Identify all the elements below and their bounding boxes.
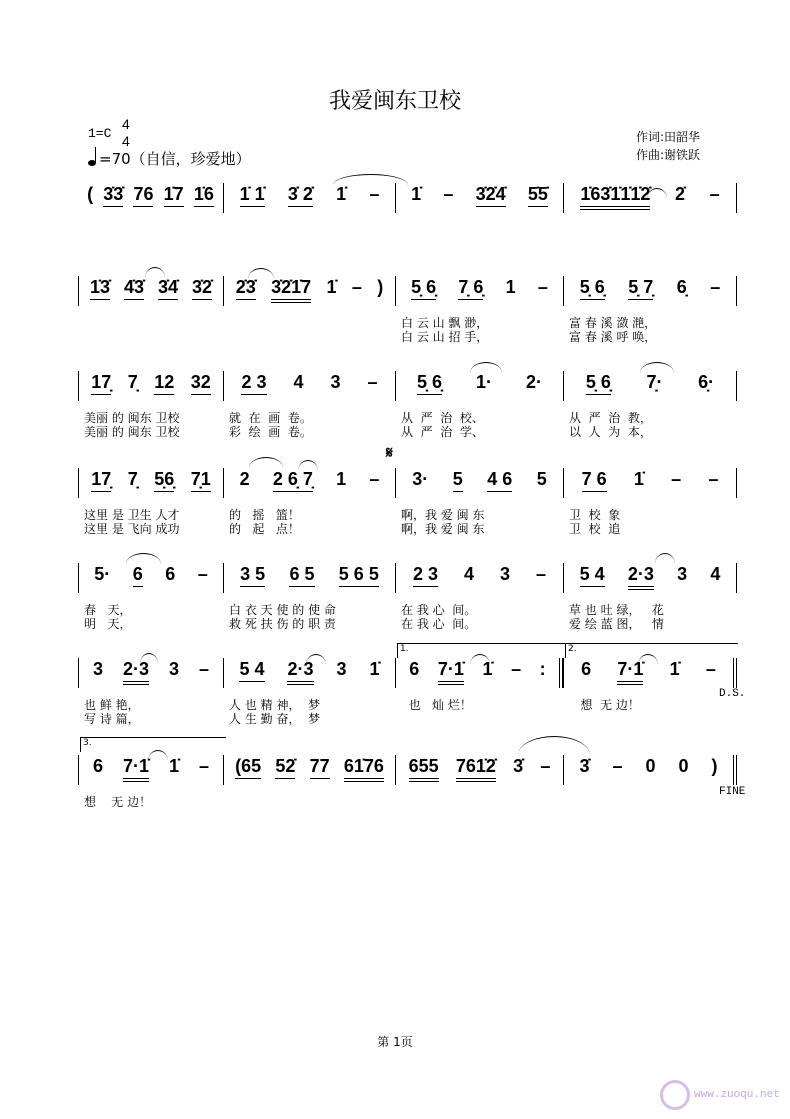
lyric-segment [395, 795, 563, 809]
lyrics-line [78, 795, 737, 809]
note-group: 4 [293, 372, 304, 392]
note-group: – [540, 756, 551, 776]
note-group: 77 [310, 755, 330, 779]
note-group: 4̇3̇ [124, 276, 144, 300]
ds-mark: D.S. [719, 688, 746, 700]
lyric-segment: 富 春 溪 呼 唤， [569, 330, 657, 344]
lyrics-line [78, 617, 737, 631]
note-group: 3̇ [513, 756, 524, 776]
slur [298, 460, 318, 471]
note-group: 1 [336, 469, 347, 489]
note-group: 6 [165, 564, 176, 584]
measure [78, 468, 223, 498]
lyric-segment [563, 795, 737, 809]
note-group: 7 6 [582, 468, 607, 492]
lyric-segment: 在 我 心 间。 [401, 617, 477, 631]
note-group: – [671, 469, 682, 489]
note-group: 7̣ 6̣ [458, 276, 483, 300]
lyric-segment: 美丽 的 闽东 卫校 [84, 411, 180, 425]
lyric-segment [78, 330, 223, 344]
note-group: 1̇ 1̇ [240, 183, 265, 207]
note-group: 5̇5̇ [528, 183, 548, 207]
note-group: 1̇ [168, 756, 179, 776]
lyric-segment: 想 无 边！ [569, 698, 640, 712]
note-group: 2 3 [413, 563, 438, 587]
lyrics-line [78, 698, 737, 712]
lyric-segment: 白 云 山 招 手， [401, 330, 489, 344]
measure [563, 563, 737, 593]
lyric-segment [223, 330, 395, 344]
note-group: – [198, 659, 209, 679]
note-group: 6 [92, 756, 103, 776]
song-title: 我爱闽东卫校 [328, 89, 461, 114]
measure [223, 468, 395, 498]
lyric-segment: 从 严 治 学、 [401, 425, 484, 439]
lyric-segment: 草 也 吐 绿， 花 [569, 603, 664, 617]
lyric-segment: 白 衣 天 使 的 使 命 [229, 603, 336, 617]
slur [655, 553, 675, 564]
note-group: – [612, 756, 623, 776]
note-group: 3 [499, 564, 510, 584]
measure [78, 371, 223, 401]
lyric-segment: 人 生 勤 奋， 梦 [229, 712, 321, 726]
fine-mark: FINE [719, 786, 746, 798]
note-group: 6 [581, 659, 592, 679]
measure [223, 563, 395, 593]
note-group: 2̇3̇ [236, 276, 256, 300]
note-group: – [710, 277, 721, 297]
lyric-segment: 救 死 扶 伤 的 职 责 [229, 617, 336, 631]
note-group: 5̣ 6̣ [417, 371, 442, 395]
note-group: 1̇ [369, 659, 380, 679]
note-group: – [537, 277, 548, 297]
lyric-segment [395, 712, 563, 726]
lyrics-line [78, 425, 737, 439]
time-signature [122, 116, 130, 150]
note-group: 1̇7 [164, 183, 184, 207]
note-group: 0 [678, 756, 689, 776]
note-group: 655 [409, 755, 439, 782]
lyric-segment: 也 鲜 艳， [84, 698, 140, 712]
lyric-segment: 的 摇 篮！ [229, 508, 300, 522]
note-group: 32 [191, 371, 211, 395]
lyric-segment: 啊，我 爱 闽 东 [401, 508, 485, 522]
lyric-segment: 从 严 治 校、 [401, 411, 484, 425]
lyric-segment: 卫 校 象 [569, 508, 621, 522]
note-group: ( [87, 184, 94, 204]
measure [223, 755, 395, 785]
note-group: 4 [710, 564, 721, 584]
lyric-segment: 明 天， [84, 617, 132, 631]
note-group: 4 6 [487, 468, 512, 492]
note-group: 7̣· [646, 372, 663, 392]
note-group: 3 [330, 372, 341, 392]
note-group: 7̣1 [191, 468, 211, 492]
note-group: 3̇3̇ [103, 183, 123, 207]
note-group: – [708, 469, 719, 489]
note-group: 5 4 [580, 563, 605, 587]
slur [306, 654, 326, 665]
lyric-segment: 彩 绘 画 卷。 [229, 425, 312, 439]
slur [249, 457, 283, 468]
note-group: 7·1̇ [617, 658, 643, 685]
lyric-segment: 这里 是 飞向 成功 [84, 522, 180, 536]
note-group: ) [711, 756, 718, 776]
lyric-segment: 以 人 为 本， [569, 425, 652, 439]
note-group: – [709, 184, 720, 204]
note-group: – [511, 659, 522, 679]
measure [563, 468, 737, 498]
note-group: 1̇ [336, 184, 347, 204]
staff-row [78, 371, 737, 397]
measure [78, 563, 223, 593]
note-group: 6 [409, 659, 420, 679]
measure [395, 183, 563, 213]
note-group: 7̣ [127, 469, 138, 489]
note-group: 5̣ 6̣ [411, 276, 436, 300]
note-group: ) [377, 277, 384, 297]
note-group: 1̇ [326, 277, 337, 297]
note-group: 6̣· [698, 372, 715, 392]
logo-icon [660, 1080, 690, 1110]
lyric-segment [78, 316, 223, 330]
note-group: 5· [94, 564, 111, 584]
measure [395, 371, 563, 401]
lyrics-line [78, 316, 737, 330]
note-group: 2 6̣ 7̣ [273, 468, 313, 492]
measure [223, 371, 395, 401]
lyric-segment: 在 我 心 间。 [401, 603, 477, 617]
slur [333, 174, 408, 185]
note-group: 1̇63̇1̇1̇1̇2̇ [580, 183, 650, 210]
staff-row [78, 563, 737, 589]
lyrics-line [78, 508, 737, 522]
note-group: 4 [463, 564, 474, 584]
lyric-segment: 写 诗 篇， [84, 712, 140, 726]
time-top: 4 [122, 116, 130, 132]
note-group: 5̣ 7̣ [628, 276, 653, 300]
note-group: 5 4 [239, 658, 264, 682]
note-group: 2·3 [628, 563, 654, 590]
note-group: 1̇ [633, 469, 644, 489]
lyric-segment: 卫 校 追 [569, 522, 621, 536]
lyrics-line [78, 522, 737, 536]
slur [470, 362, 502, 373]
note-group: 3 5 [240, 563, 265, 587]
lyric-segment [563, 712, 737, 726]
note-group: 1̇6 [194, 183, 214, 207]
lyrics-line [78, 712, 737, 726]
note-group: 61̇76 [344, 755, 384, 782]
lyric-segment: 人 也 精 神， 梦 [229, 698, 321, 712]
lyrics-line [78, 330, 737, 344]
note-group: 3 [168, 659, 179, 679]
note-group: 52̇ [275, 755, 295, 779]
lyrics-line [78, 411, 737, 425]
note-group: 12 [154, 371, 174, 395]
note-group: 5̣ 6̣ [580, 276, 605, 300]
note-group: – [197, 564, 208, 584]
composer: 作曲:谢铁跃 [636, 148, 701, 162]
note-group: 17̣ [91, 468, 111, 492]
lyric-segment: 爱 绘 蓝 图， 情 [569, 617, 664, 631]
note-group: 1· [475, 372, 492, 392]
note-group: – [367, 372, 378, 392]
key-signature: 1=C [88, 126, 112, 141]
slur [126, 553, 161, 564]
measure [395, 563, 563, 593]
tempo-marking [88, 148, 251, 169]
measure [78, 183, 223, 213]
note-group: – [198, 756, 209, 776]
note-group: 1̇ [669, 659, 680, 679]
staff-row [78, 755, 737, 781]
note-group: 5̣6̣ [154, 468, 174, 492]
note-group: 2 [239, 469, 250, 489]
note-group: 6 5 [289, 563, 314, 587]
lyric-segment: 的 起 点！ [229, 522, 300, 536]
note-group: 3̇ [579, 756, 590, 776]
note-group: – [443, 184, 454, 204]
lyric-segment [223, 316, 395, 330]
note-group: 3· [412, 469, 429, 489]
note-group: 1̇ [482, 659, 493, 679]
slur [640, 362, 674, 373]
measure [223, 183, 395, 213]
slur [518, 736, 590, 755]
note-group: – [535, 564, 546, 584]
note-group: 3̇2̇ [192, 276, 212, 300]
note-group: 1̇3̇ [90, 276, 110, 300]
note-group: 761̇2̇ [456, 755, 496, 782]
measure [395, 276, 563, 306]
slur [140, 653, 158, 664]
note-group: 5̣ 6̣ [586, 371, 611, 395]
note-group: 17̣ [91, 371, 111, 395]
note-group: – [351, 277, 362, 297]
staff-row [78, 276, 737, 302]
measure [395, 468, 563, 498]
lyric-segment: 啊，我 爱 闽 东 [401, 522, 485, 536]
measure [395, 755, 563, 785]
volta-3: 3. [80, 737, 226, 752]
note-group: 2·3 [123, 658, 149, 685]
note-group: 2· [525, 372, 542, 392]
note-group: 0 [645, 756, 656, 776]
lyric-segment: 从 严 治 教， [569, 411, 652, 425]
lyric-segment: 就 在 画 卷。 [229, 411, 312, 425]
note-group: 3 [92, 659, 103, 679]
lyric-segment: 也 灿 烂！ [401, 698, 472, 712]
lyrics-line [78, 603, 737, 617]
tempo-text: =70（自信，珍爱地） [99, 150, 251, 168]
lyric-segment: 春 天， [84, 603, 132, 617]
quarter-note-icon [88, 160, 96, 166]
note-group: 7·1̇ [438, 658, 464, 685]
time-bottom: 4 [122, 133, 130, 149]
note-group: 3̇2̇4̇ [476, 183, 506, 207]
note-group: 2 3 [241, 371, 266, 395]
note-group: – [369, 184, 380, 204]
staff-row [78, 183, 737, 209]
volta-1: 1. [397, 643, 565, 658]
segno-icon: 𝄋 [386, 443, 393, 462]
note-group: 3̇2̇1̇7 [271, 276, 311, 303]
note-group: 5 [536, 469, 547, 489]
note-group: 1̇ [411, 184, 422, 204]
note-group: 76 [133, 183, 153, 207]
note-group: 3̇4̇ [158, 276, 178, 300]
slur [248, 268, 274, 279]
watermark-logo [660, 1080, 780, 1110]
note-group: 5 6 5 [339, 563, 379, 587]
volta-2: 2. [565, 643, 738, 658]
note-group: 6 [133, 563, 143, 587]
note-group: 3 [677, 564, 688, 584]
note-group: 6̣ [676, 277, 687, 297]
note-group: 5 [453, 468, 463, 492]
note-group: 3 [336, 659, 347, 679]
staff-row [78, 468, 737, 494]
lyric-segment: 富 春 溪 潋 滟， [569, 316, 657, 330]
lyric-segment: 白 云 山 飘 渺， [401, 316, 489, 330]
note-group: (65 [235, 755, 261, 779]
note-group: 7̣ [127, 372, 138, 392]
lyric-segment: 这里 是 卫生 人才 [84, 508, 180, 522]
logo-url: www.zuoqu.net [694, 1089, 780, 1101]
measure [563, 371, 737, 401]
lyric-segment: 美丽 的 闽东 卫校 [84, 425, 180, 439]
measure [563, 755, 737, 785]
lyricist: 作词:田韶华 [636, 130, 701, 144]
note-group: 3̇ 2̇ [288, 183, 313, 207]
note-group: 1 [505, 277, 516, 297]
lyric-segment: 想 无 边！ [84, 795, 152, 809]
lyric-segment [223, 795, 395, 809]
measure [223, 276, 395, 306]
slur [145, 267, 165, 278]
note-group: 2·3 [287, 658, 313, 685]
note-group: 7·1̇ [123, 755, 149, 782]
note-group: – [369, 469, 380, 489]
page-number: 第 1页 [377, 1035, 413, 1049]
measure [563, 276, 737, 306]
note-group: – [705, 659, 716, 679]
note-group: 2̇ [675, 184, 686, 204]
note-group: : [539, 659, 546, 679]
measure [78, 276, 223, 306]
